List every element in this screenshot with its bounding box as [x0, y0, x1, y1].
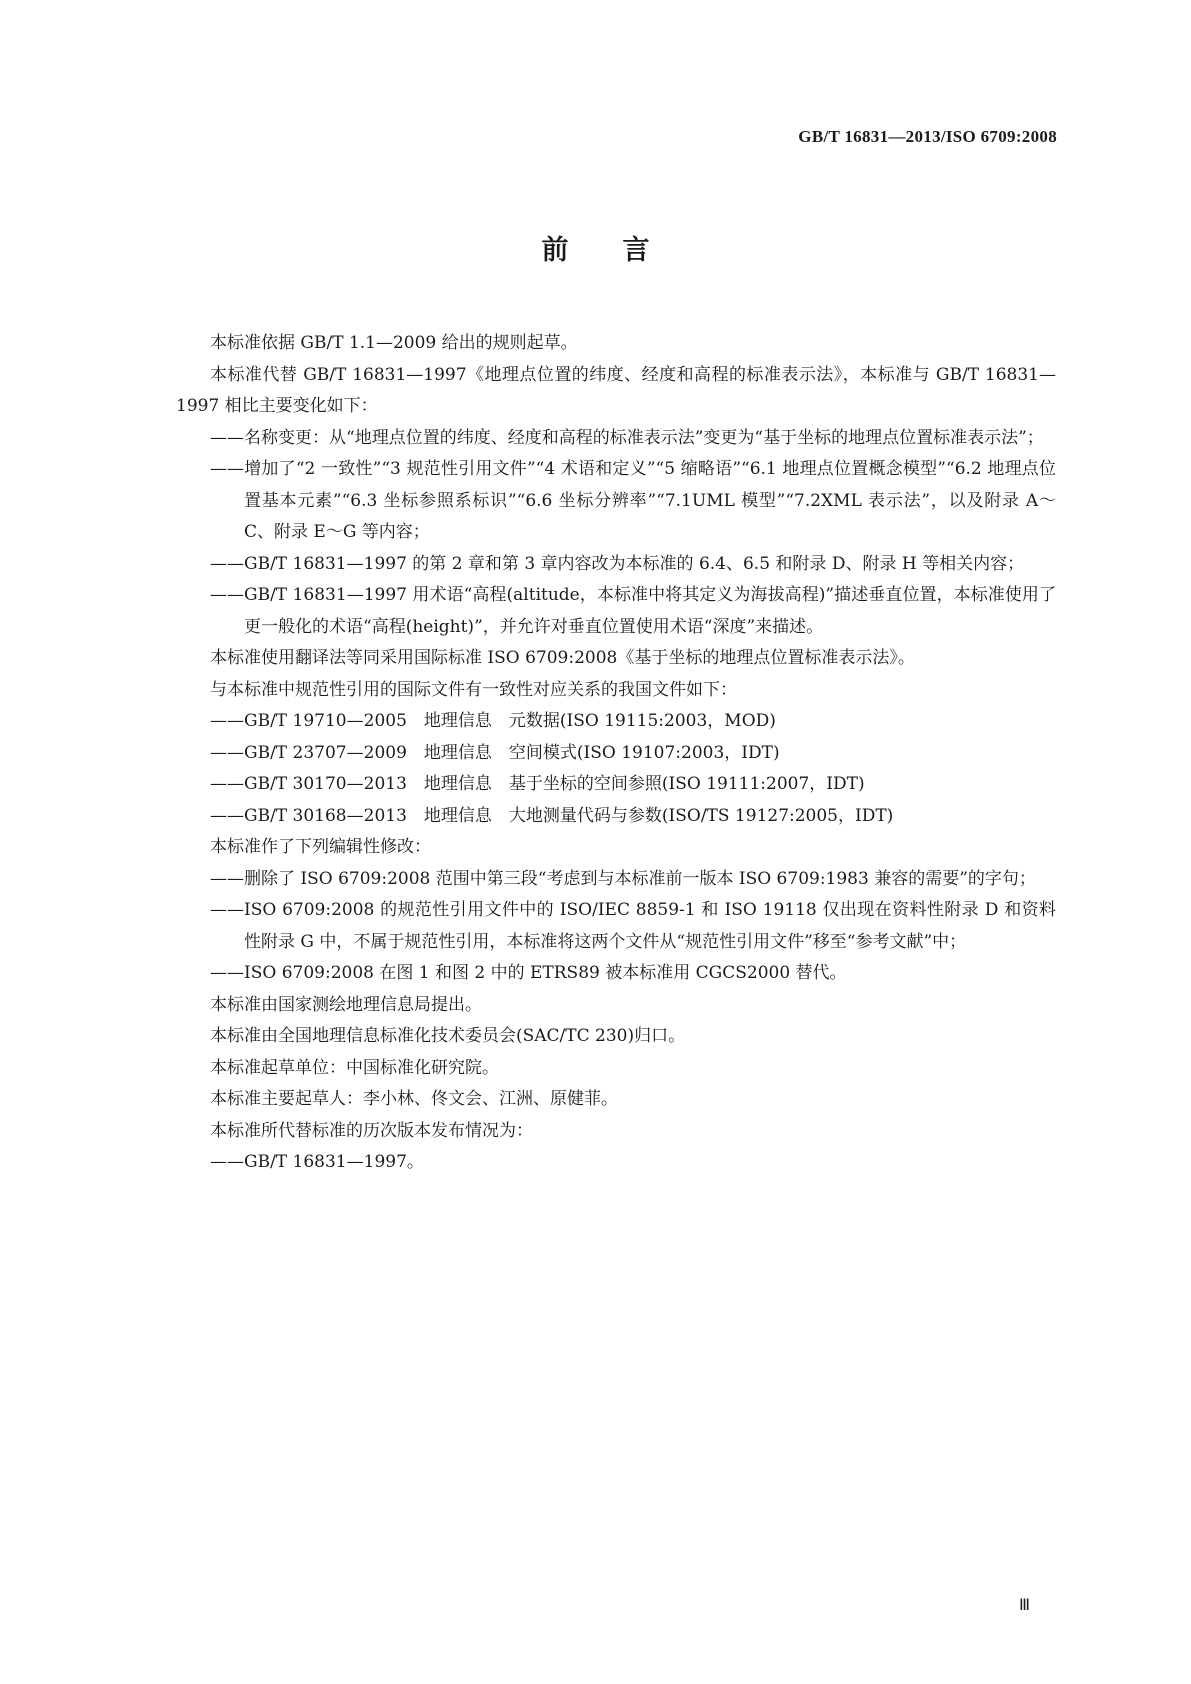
reference-item: ——GB/T 30170—2013 地理信息 基于坐标的空间参照(ISO 19111:2007，IDT)	[210, 774, 865, 794]
reference-item: ——GB/T 30168—2013 地理信息 大地测量代码与参数(ISO/TS 19127:2005，IDT)	[210, 805, 894, 826]
paragraph-corresponding-docs: 与本标准中规范性引用的国际文件有一致性对应关系的我国文件如下：	[210, 679, 737, 700]
change-item-chapters: ——GB/T 16831—1997 的第 2 章和第 3 章内容改为本标准的 6.4、6.5 和附录 D、附录 H 等相关内容；	[210, 553, 1025, 574]
page-number: Ⅲ	[1018, 1597, 1030, 1614]
paragraph-history: 本标准所代替标准的历次版本发布情况为：	[210, 1120, 533, 1141]
change-item-height: ——GB/T 16831—1997 用术语“高程(altitude，本标准中将其定义为海拔高程)”描述垂直位置，本标准使用了更一般化的术语“高程(height)”，并允许对垂直位置使用术语“深度”来描述。	[210, 585, 1056, 637]
reference-item: ——GB/T 19710—2005 地理信息 元数据(ISO 19115:2003，MOD)	[210, 711, 776, 731]
page-title: 前 言	[541, 235, 650, 266]
paragraph-centralized: 本标准由全国地理信息标准化技术委员会(SAC/TC 230)归口。	[210, 1026, 686, 1046]
change-item-name: ——名称变更：从“地理点位置的纬度、经度和高程的标准表示法”变更为“基于坐标的地理点位置标准表示法”；	[210, 427, 1044, 448]
editorial-item: ——删除了 ISO 6709:2008 范围中第三段“考虑到与本标准前一版本 ISO 6709:1983 兼容的需要”的字句；	[210, 868, 1036, 889]
paragraph-replaces: 本标准代替 GB/T 16831—1997《地理点位置的纬度、经度和高程的标准表示法》，本标准与 GB/T 16831—1997 相比主要变化如下：	[176, 364, 1056, 416]
history-item: ——GB/T 16831—1997。	[210, 1152, 424, 1172]
change-item-added: ——增加了“2 一致性”“3 规范性引用文件”“4 术语和定义”“5 缩略语”“6.1 地理点位置概念模型”“6.2 地理点位置基本元素”“6.3 坐标参照系标识”“6.6 坐标分辨率”“7.1UML 模型”“7.2XML 表示法”，以及附录 A～C、附录 E～G 等内容；	[210, 459, 1056, 542]
foreword-body	[176, 328, 1056, 1179]
paragraph-adoption: 本标准使用翻译法等同采用国际标准 ISO 6709:2008《基于坐标的地理点位置标准表示法》。	[210, 648, 915, 668]
reference-item: ——GB/T 23707—2009 地理信息 空间模式(ISO 19107:2003，IDT)	[210, 742, 780, 763]
editorial-item: ——ISO 6709:2008 的规范性引用文件中的 ISO/IEC 8859-1 和 ISO 19118 仅出现在资料性附录 D 和资料性附录 G 中，不属于规范性引用，本标准将这两个文件从“规范性引用文件”移至“参考文献”中；	[210, 900, 1056, 952]
standard-code-header: GB/T 16831—2013/ISO 6709:2008	[798, 127, 1057, 146]
editorial-item: ——ISO 6709:2008 在图 1 和图 2 中的 ETRS89 被本标准用 CGCS2000 替代。	[210, 963, 847, 983]
paragraph-editorial: 本标准作了下列编辑性修改：	[210, 837, 431, 857]
paragraph-drafters: 本标准主要起草人：李小林、佟文会、江洲、原健菲。	[210, 1089, 618, 1109]
paragraph-proposed-by: 本标准由国家测绘地理信息局提出。	[210, 994, 482, 1015]
paragraph-drafting-unit: 本标准起草单位：中国标准化研究院。	[210, 1057, 499, 1078]
paragraph-drafting-rules: 本标准依据 GB/T 1.1—2009 给出的规则起草。	[210, 333, 578, 353]
